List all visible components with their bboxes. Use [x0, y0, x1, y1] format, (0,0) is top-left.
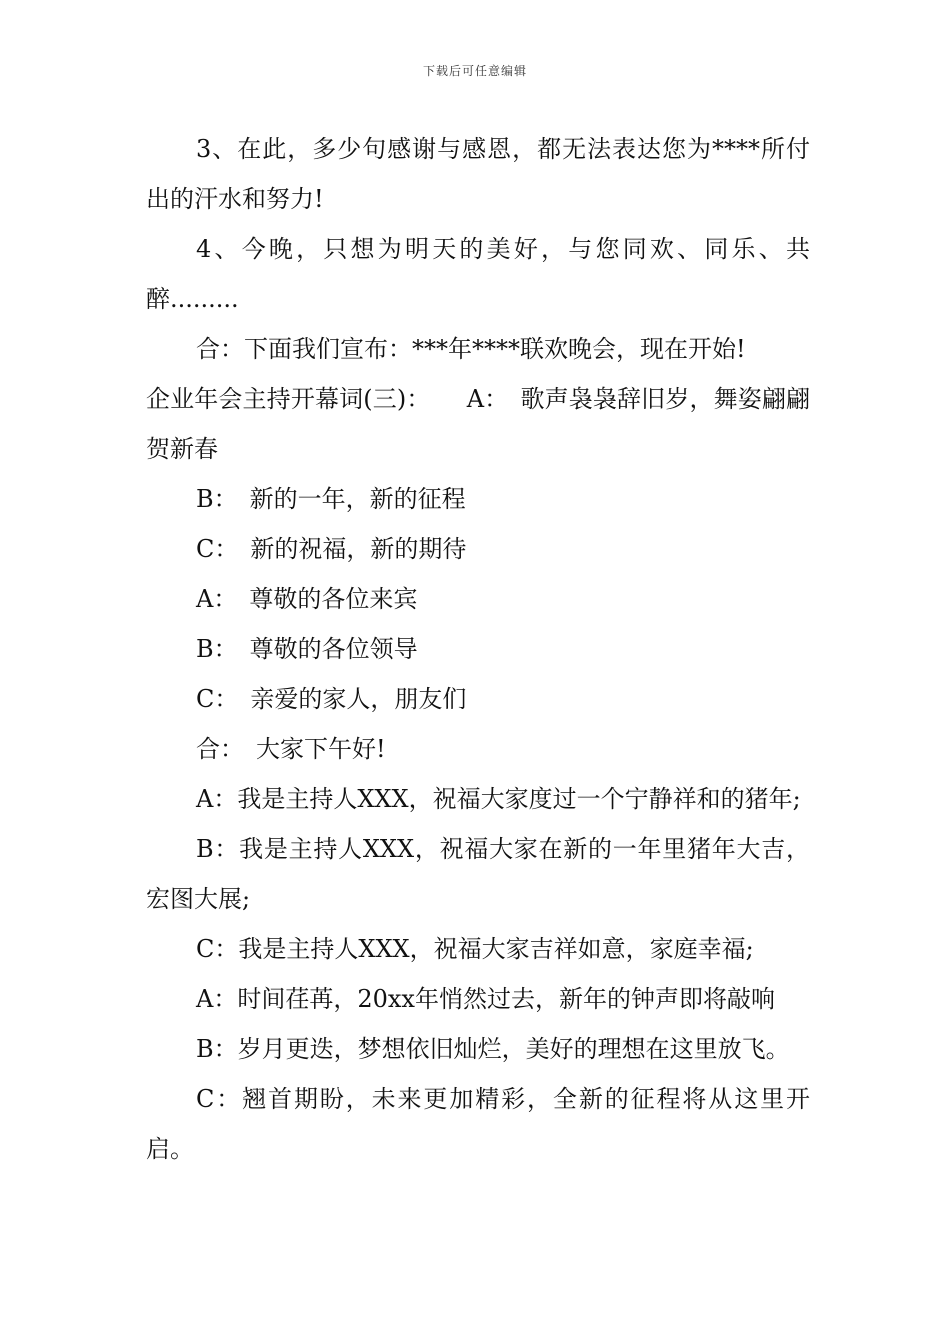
- page-header: 下载后可任意编辑: [422, 64, 527, 78]
- paragraph-thanks: 3、在此，多少句感谢与感恩，都无法表达您为****所付出的汗水和努力!: [146, 135, 810, 213]
- document-body: [146, 124, 810, 1174]
- dialogue-line: A： 尊敬的各位来宾: [196, 585, 418, 613]
- dialogue-line: A：我是主持人XXX，祝福大家度过一个宁静祥和的猪年;: [196, 785, 801, 813]
- dialogue-line: C：翘首期盼，未来更加精彩，全新的征程将从这里开启。: [146, 1085, 810, 1163]
- paragraph-announce: 合：下面我们宣布：***年****联欢晚会，现在开始!: [196, 335, 746, 363]
- dialogue-line: C： 新的祝福，新的期待: [196, 535, 467, 563]
- dialogue-line: C： 亲爱的家人，朋友们: [196, 685, 467, 713]
- dialogue-line: B： 尊敬的各位领导: [196, 635, 418, 663]
- dialogue-line: B： 新的一年，新的征程: [196, 485, 466, 513]
- dialogue-line: B：岁月更迭，梦想依旧灿烂，美好的理想在这里放飞。: [196, 1035, 790, 1063]
- section-heading-opening-speech: 企业年会主持开幕词(三)： A： 歌声袅袅辞旧岁，舞姿翩翩贺新春: [146, 385, 810, 463]
- dialogue-line: A：时间荏苒，20xx年悄然过去，新年的钟声即将敲响: [196, 985, 775, 1013]
- dialogue-line: C：我是主持人XXX，祝福大家吉祥如意，家庭幸福;: [196, 935, 754, 963]
- dialogue-line: B：我是主持人XXX，祝福大家在新的一年里猪年大吉，宏图大展;: [146, 835, 810, 913]
- paragraph-tonight: 4、今晚，只想为明天的美好，与您同欢、同乐、共醉.........: [146, 235, 810, 313]
- dialogue-line: 合： 大家下午好!: [196, 735, 386, 763]
